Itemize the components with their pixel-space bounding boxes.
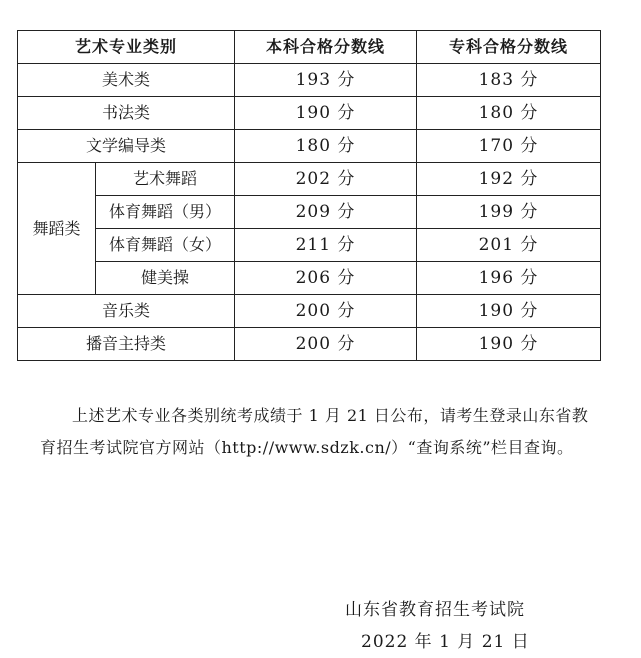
table-row [18,130,601,163]
table-row [18,196,601,229]
table-row [18,262,601,295]
undergrad-score: 209 分 [235,196,417,229]
undergrad-score: 206 分 [235,262,417,295]
header-undergrad: 本科合格分数线 [235,31,417,64]
score-table [17,30,601,361]
signature-org: 山东省教育招生考试院 [345,600,525,620]
signature-date: 2022 年 1 月 21 日 [361,632,530,652]
table-row [18,64,601,97]
category-cell: 文学编导类 [18,130,235,163]
category-cell: 播音主持类 [18,328,235,361]
junior-score: 201 分 [417,229,601,262]
category-cell: 美术类 [18,64,235,97]
notice-paragraph: 上述艺术专业各类别统考成绩于 1 月 21 日公布，请考生登录山东省教育招生考试院官方网站（http://www.sdzk.cn/）“查询系统”栏目查询。 [40,406,589,457]
dance-group-cell: 舞蹈类 [18,163,96,295]
subcategory-cell: 体育舞蹈（男） [96,196,235,229]
subcategory-cell: 健美操 [96,262,235,295]
junior-score: 180 分 [417,97,601,130]
table-row [18,328,601,361]
undergrad-score: 200 分 [235,328,417,361]
table-row [18,163,601,196]
undergrad-score: 190 分 [235,97,417,130]
category-cell: 音乐类 [18,295,235,328]
junior-score: 190 分 [417,328,601,361]
junior-score: 199 分 [417,196,601,229]
table-header-row [18,31,601,64]
undergrad-score: 202 分 [235,163,417,196]
category-cell: 书法类 [18,97,235,130]
header-category: 艺术专业类别 [18,31,235,64]
subcategory-cell: 艺术舞蹈 [96,163,235,196]
junior-score: 196 分 [417,262,601,295]
junior-score: 170 分 [417,130,601,163]
junior-score: 190 分 [417,295,601,328]
undergrad-score: 180 分 [235,130,417,163]
undergrad-score: 193 分 [235,64,417,97]
subcategory-cell: 体育舞蹈（女） [96,229,235,262]
signature-block [345,594,605,658]
table-row [18,97,601,130]
undergrad-score: 200 分 [235,295,417,328]
undergrad-score: 211 分 [235,229,417,262]
junior-score: 183 分 [417,64,601,97]
table-row [18,229,601,262]
header-junior: 专科合格分数线 [417,31,601,64]
table-row [18,295,601,328]
junior-score: 192 分 [417,163,601,196]
